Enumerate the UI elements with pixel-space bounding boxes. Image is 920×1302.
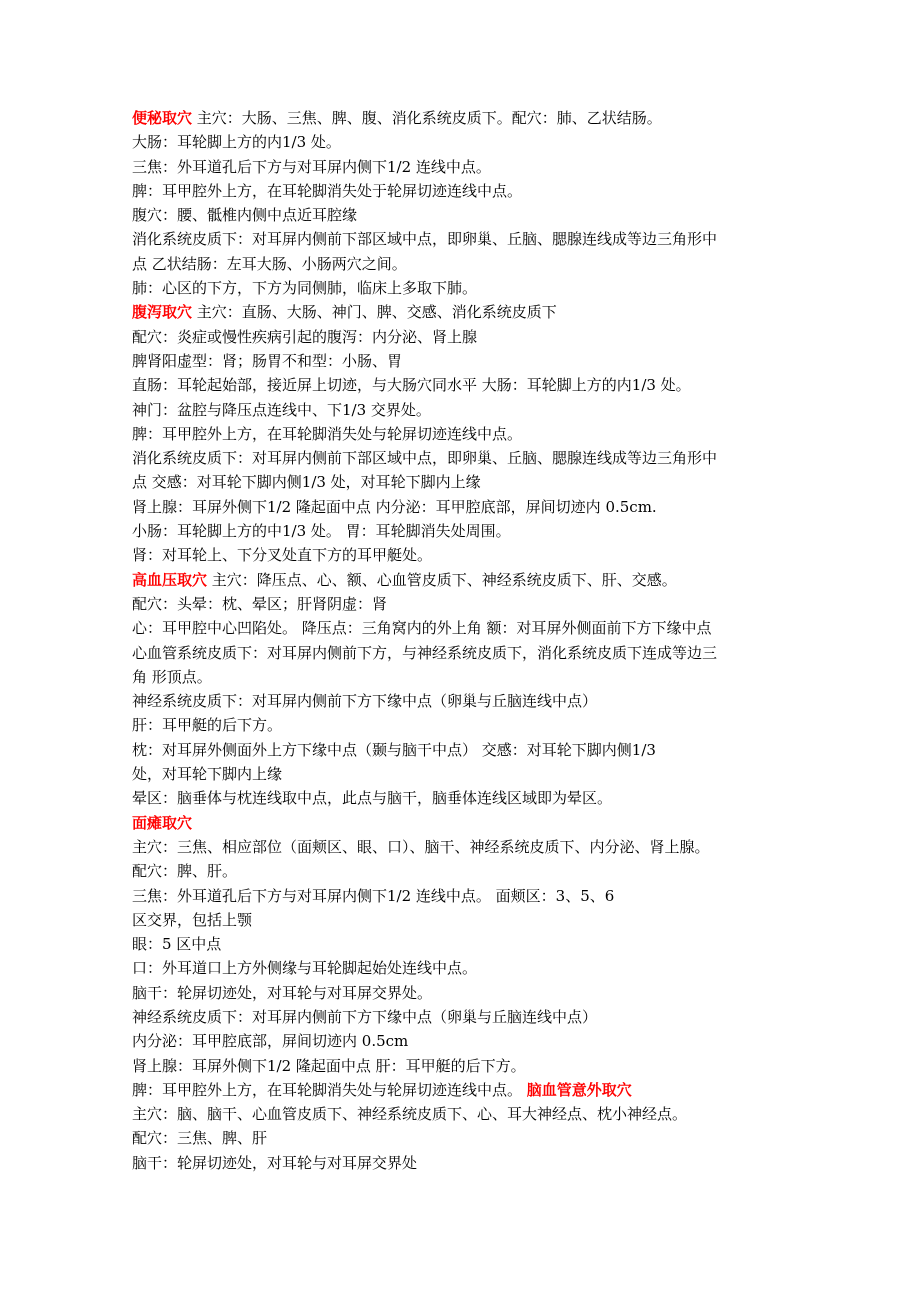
text-line xyxy=(132,398,782,422)
text-line xyxy=(132,713,782,737)
line-text: 脑干：轮屏切迹处，对耳轮与对耳屏交界处。 xyxy=(132,983,433,1002)
text-line xyxy=(132,203,782,227)
text-line xyxy=(132,786,782,810)
text-line xyxy=(132,325,782,349)
line-text: 处，对耳轮下脚内上缘 xyxy=(132,765,283,784)
text-line xyxy=(132,422,782,446)
line-text: 口：外耳道口上方外侧缘与耳轮脚起始处连线中点。 xyxy=(132,959,478,978)
line-text: 主穴：直肠、大肠、神门、脾、交感、消化系统皮质下 xyxy=(192,303,557,322)
section-heading: 便秘取穴 xyxy=(132,109,193,127)
line-text: 腹穴：腰、骶椎内侧中点近耳腔缘 xyxy=(132,206,358,225)
text-line xyxy=(132,155,782,179)
text-line xyxy=(132,1029,782,1053)
text-line xyxy=(132,981,782,1005)
line-text: 配穴：头晕：枕、晕区；肝肾阴虚：肾 xyxy=(132,594,388,613)
text-line xyxy=(132,665,782,689)
section-heading: 脑血管意外取穴 xyxy=(526,1080,632,1099)
line-text: 枕：对耳屏外侧面外上方下缘中点（颞与脑干中点） 交感：对耳轮下脚内侧1/3 xyxy=(132,740,656,759)
line-text: 配穴：三焦、脾、肝 xyxy=(132,1129,268,1148)
text-line xyxy=(132,349,782,373)
text-line xyxy=(132,276,782,300)
line-text: 神经系统皮质下：对耳屏内侧前下方下缘中点（卵巢与丘脑连线中点） xyxy=(132,1007,598,1026)
line-text: 区交界，包括上颚 xyxy=(132,910,253,929)
text-line xyxy=(132,859,782,883)
text-line xyxy=(132,592,782,616)
text-line xyxy=(132,1126,782,1150)
line-text: 晕区：脑垂体与枕连线取中点，此点与脑干，脑垂体连线区域即为晕区。 xyxy=(132,789,613,808)
line-text: 消化系统皮质下：对耳屏内侧前下部区域中点，即卵巢、丘脑、腮腺连线成等边三角形中 xyxy=(132,449,718,468)
text-line xyxy=(132,835,782,859)
document-body xyxy=(132,106,782,1175)
line-text: 肾上腺：耳屏外侧下1/2 隆起面中点 肝：耳甲艇的后下方。 xyxy=(132,1056,526,1075)
line-text: 配穴：脾、肝。 xyxy=(132,862,238,881)
line-text: 消化系统皮质下：对耳屏内侧前下部区域中点，即卵巢、丘脑、腮腺连线成等边三角形中 xyxy=(132,230,718,249)
text-line xyxy=(132,543,782,567)
line-text: 脾：耳甲腔外上方，在耳轮脚消失处于轮屏切迹连线中点。 xyxy=(132,181,523,200)
line-text: 三焦：外耳道孔后下方与对耳屏内侧下1/2 连线中点。 面颊区：3、5、6 xyxy=(132,886,615,905)
text-line xyxy=(132,446,782,470)
line-text: 脾：耳甲腔外上方，在耳轮脚消失处与轮屏切迹连线中点。 xyxy=(132,424,523,443)
line-text: 大肠：耳轮脚上方的内1/3 处。 xyxy=(132,133,341,152)
line-text: 脾肾阳虚型：肾；肠胃不和型：小肠、胃 xyxy=(132,351,403,370)
text-line xyxy=(132,956,782,980)
section-heading: 面瘫取穴 xyxy=(132,813,193,832)
text-line xyxy=(132,689,782,713)
line-text: 角 形顶点。 xyxy=(132,667,212,686)
section-heading: 腹泻取穴 xyxy=(132,303,193,322)
text-line xyxy=(132,495,782,519)
section-heading: 高血压取穴 xyxy=(132,570,208,589)
text-line xyxy=(132,373,782,397)
text-line xyxy=(132,519,782,543)
text-line xyxy=(132,908,782,932)
section-heading-line xyxy=(132,106,782,130)
line-text: 肝：耳甲艇的后下方。 xyxy=(132,716,283,735)
text-line xyxy=(132,252,782,276)
line-text: 主穴：脑、脑干、心血管皮质下、神经系统皮质下、心、耳大神经点、枕小神经点。 xyxy=(132,1105,688,1124)
text-line xyxy=(132,179,782,203)
line-text: 三焦：外耳道孔后下方与对耳屏内侧下1/2 连线中点。 xyxy=(132,157,491,176)
text-line xyxy=(132,1102,782,1126)
line-text: 内分泌：耳甲腔底部，屏间切迹内 0.5cm xyxy=(132,1032,409,1051)
text-line xyxy=(132,616,782,640)
line-text: 神门：盆腔与降压点连线中、下1/3 交界处。 xyxy=(132,400,431,419)
text-line xyxy=(132,932,782,956)
line-text: 脾：耳甲腔外上方，在耳轮脚消失处与轮屏切迹连线中点。 xyxy=(132,1080,527,1099)
line-text: 肾上腺：耳屏外侧下1/2 隆起面中点 内分泌：耳甲腔底部，屏间切迹内 0.5cm. xyxy=(132,497,657,516)
line-text: 直肠：耳轮起始部，接近屏上切迹，与大肠穴同水平 大肠：耳轮脚上方的内1/3 处。 xyxy=(132,376,691,395)
line-text: 主穴：大肠、三焦、脾、腹、消化系统皮质下。配穴：肺、乙状结肠。 xyxy=(192,109,662,127)
text-line xyxy=(132,227,782,251)
line-text: 心：耳甲腔中心凹陷处。 降压点：三角窝内的外上角 额：对耳屏外侧面前下方下缘中点 xyxy=(132,619,712,638)
text-line xyxy=(132,738,782,762)
line-text: 肺：心区的下方，下方为同侧肺，临床上多取下肺。 xyxy=(132,279,478,298)
text-line xyxy=(132,470,782,494)
line-text: 心血管系统皮质下：对耳屏内侧前下方，与神经系统皮质下，消化系统皮质下连成等边三 xyxy=(132,643,718,662)
section-heading-line xyxy=(132,300,782,324)
text-line xyxy=(132,1005,782,1029)
text-line xyxy=(132,641,782,665)
section-heading-line xyxy=(132,1078,782,1102)
line-text: 小肠：耳轮脚上方的中1/3 处。 胃：耳轮脚消失处周围。 xyxy=(132,522,511,541)
line-text: 眼：5 区中点 xyxy=(132,935,222,954)
text-line xyxy=(132,1151,782,1175)
line-text: 主穴：降压点、心、额、心血管皮质下、神经系统皮质下、肝、交感。 xyxy=(207,570,677,589)
text-line xyxy=(132,130,782,154)
line-text: 点 乙状结肠：左耳大肠、小肠两穴之间。 xyxy=(132,254,407,273)
line-text: 主穴：三焦、相应部位（面颊区、眼、口）、脑干、神经系统皮质下、内分泌、肾上腺。 xyxy=(132,837,710,856)
section-heading-line xyxy=(132,568,782,592)
line-text: 配穴：炎症或慢性疾病引起的腹泻：内分泌、肾上腺 xyxy=(132,327,478,346)
line-text: 脑干：轮屏切迹处，对耳轮与对耳屏交界处 xyxy=(132,1153,418,1172)
line-text: 点 交感：对耳轮下脚内侧1/3 处，对耳轮下脚内上缘 xyxy=(132,473,481,492)
text-line xyxy=(132,884,782,908)
line-text: 神经系统皮质下：对耳屏内侧前下方下缘中点（卵巢与丘脑连线中点） xyxy=(132,692,598,711)
line-text: 肾：对耳轮上、下分叉处直下方的耳甲艇处。 xyxy=(132,546,433,565)
section-heading-line xyxy=(132,811,782,835)
text-line xyxy=(132,762,782,786)
text-line xyxy=(132,1054,782,1078)
